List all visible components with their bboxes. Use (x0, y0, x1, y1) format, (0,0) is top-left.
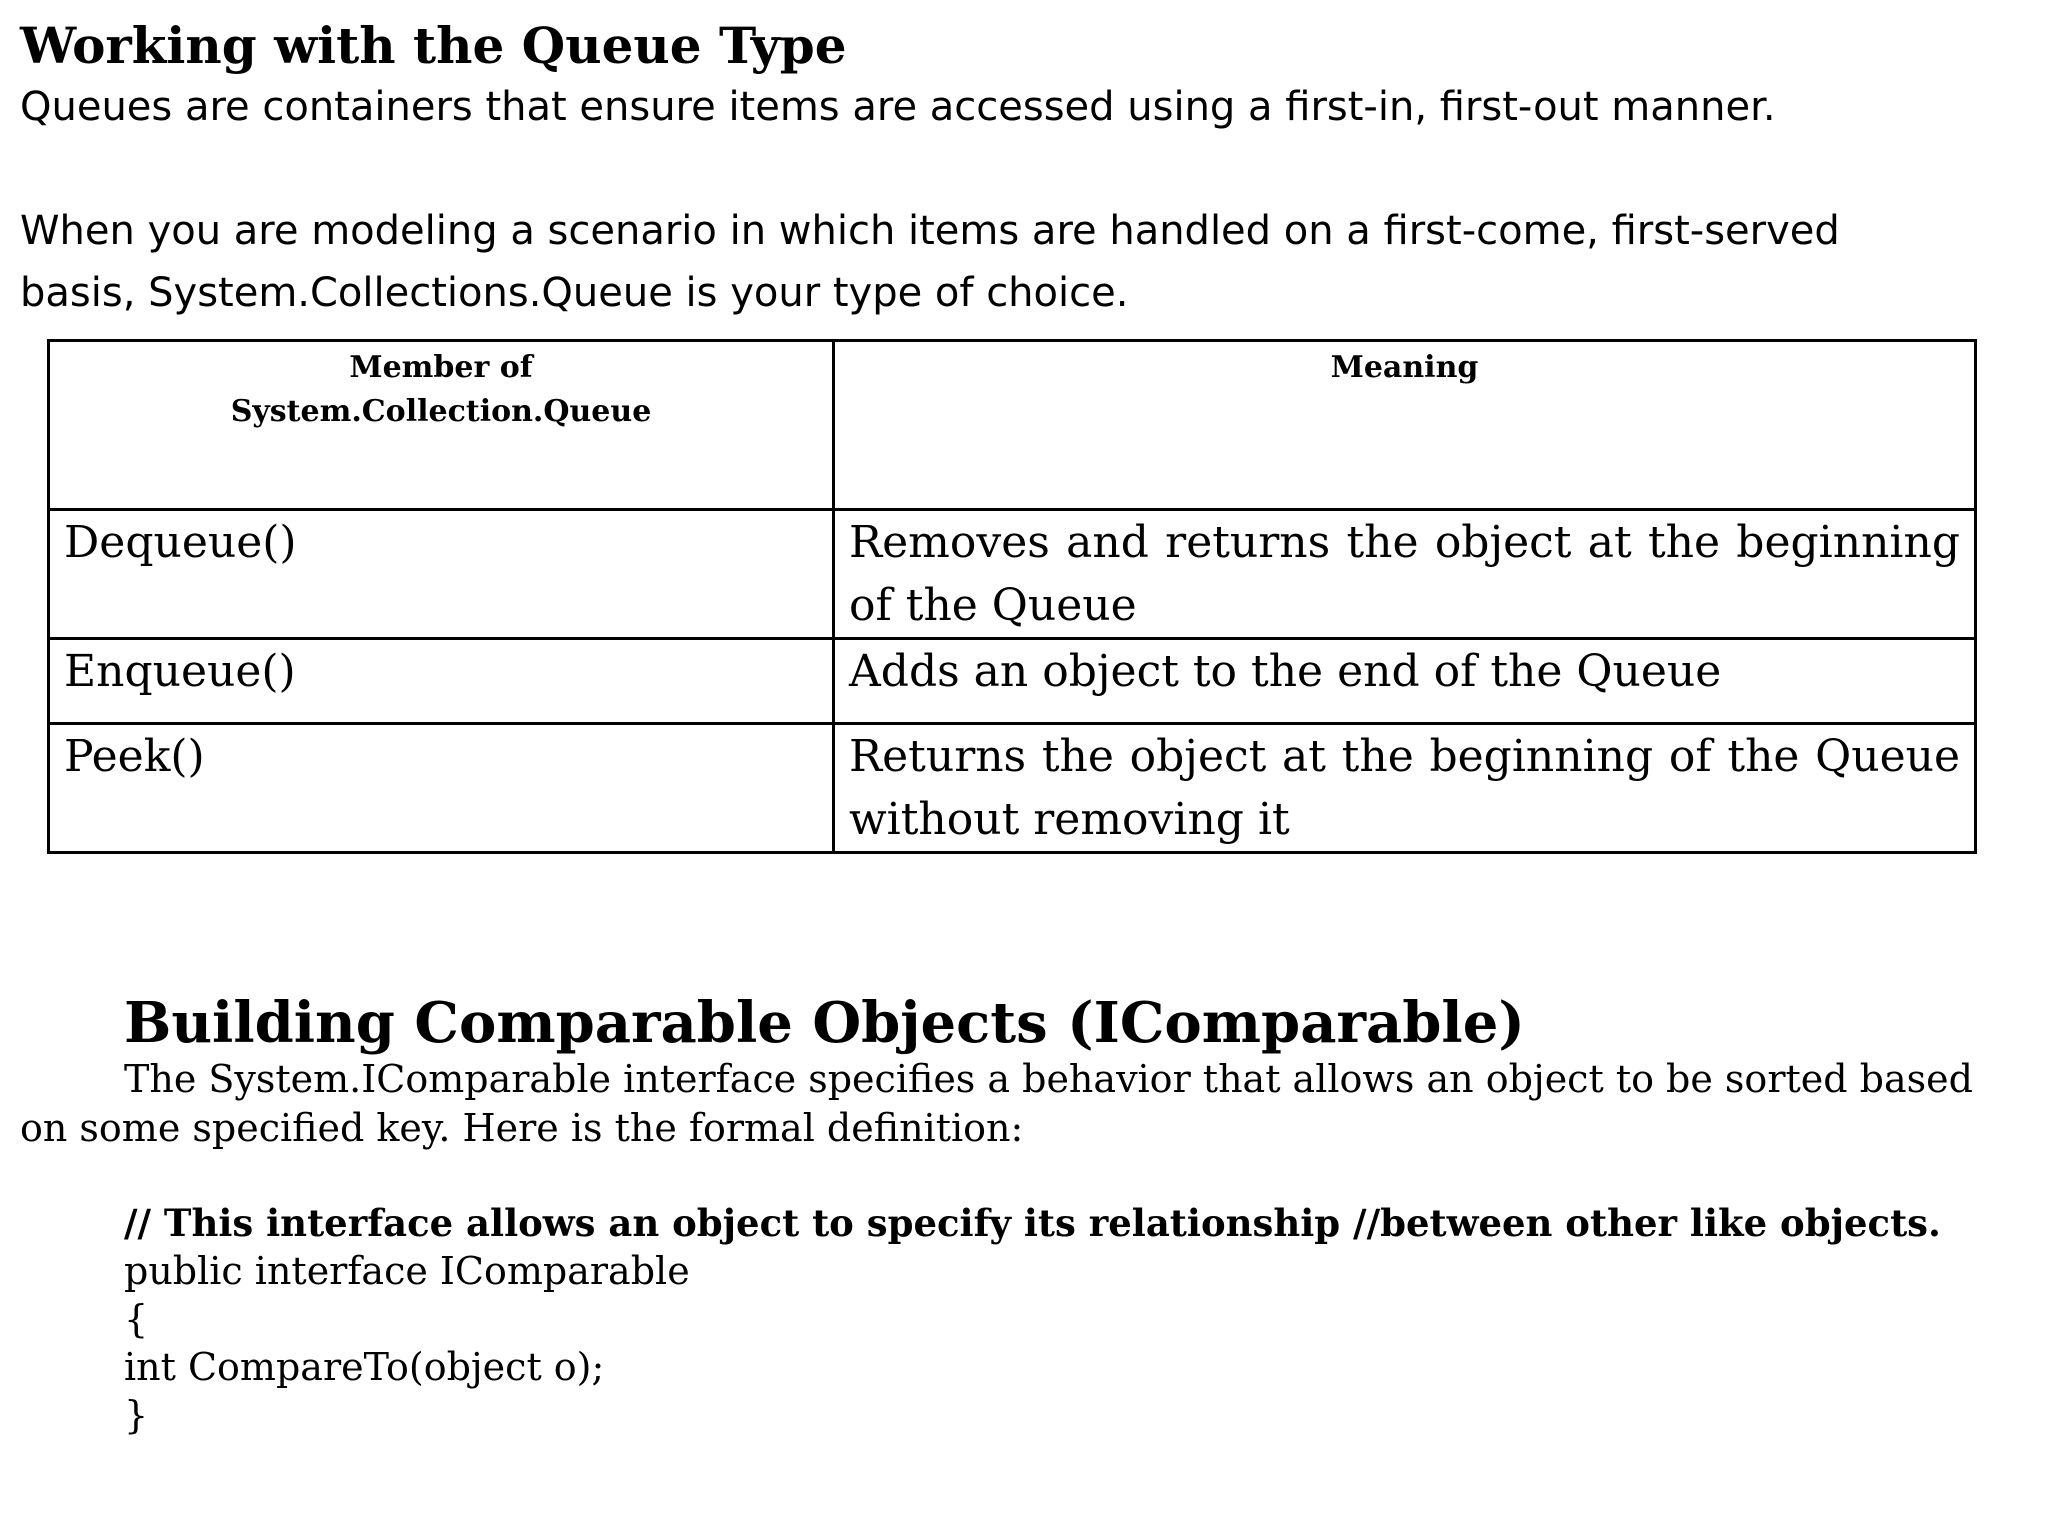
member-meaning: Adds an object to the end of the Queue (834, 639, 1976, 724)
table-row (49, 510, 1976, 639)
icomparable-desc-line-1: The System.IComparable interface specifies a behavior that allows an object to be sorted based (124, 1057, 1973, 1101)
member-name: Peek() (49, 724, 834, 853)
member-name: Enqueue() (49, 639, 834, 724)
queue-members-table (47, 339, 1977, 854)
header-meaning: Meaning (834, 341, 1976, 510)
queue-paragraph-line-1: When you are modeling a scenario in which items are handled on a first-come, first-served (20, 208, 1840, 254)
code-comment: // This interface allows an object to specify its relationship //between other like objects. (124, 1201, 1941, 1245)
header-member-line-2: System.Collection.Queue (230, 394, 652, 429)
code-line: public interface IComparable (124, 1249, 690, 1293)
code-line: int CompareTo(object o); (124, 1345, 605, 1389)
table-row (49, 639, 1976, 724)
table-header-row (49, 341, 1976, 510)
table-row (49, 724, 1976, 853)
header-member-line-1: Member of (349, 350, 533, 385)
code-line: { (124, 1297, 149, 1341)
member-meaning: Removes and returns the object at the beginning of the Queue (834, 510, 1976, 639)
queue-intro-text: Queues are containers that ensure items are accessed using a first-in, first-out manner. (20, 84, 1776, 130)
member-name: Dequeue() (49, 510, 834, 639)
section-icomparable-title: Building Comparable Objects (IComparable) (124, 990, 1525, 1056)
section-queue-title: Working with the Queue Type (20, 16, 847, 75)
queue-paragraph-line-2: basis, System.Collections.Queue is your type of choice. (20, 270, 1129, 316)
member-meaning: Returns the object at the beginning of the Queue without removing it (834, 724, 1976, 853)
header-member (49, 341, 834, 510)
icomparable-desc-line-2: on some specified key. Here is the formal definition: (20, 1106, 1024, 1150)
code-line: } (124, 1393, 149, 1437)
